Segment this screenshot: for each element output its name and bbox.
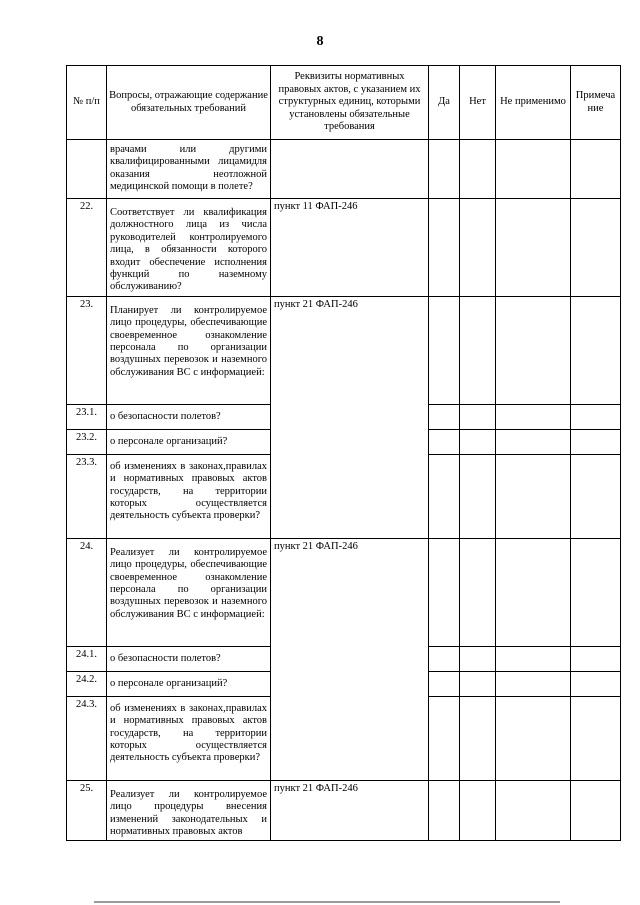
not-applicable-cell[interactable]	[496, 780, 571, 841]
yes-cell[interactable]	[429, 646, 460, 671]
row-number: 24.2.	[67, 671, 107, 696]
yes-cell[interactable]	[429, 538, 460, 646]
table-row	[67, 296, 621, 404]
note-cell[interactable]	[571, 671, 621, 696]
yes-cell[interactable]	[429, 429, 460, 454]
no-cell[interactable]	[460, 646, 496, 671]
header-yes: Да	[429, 66, 460, 140]
row-reference	[271, 140, 429, 199]
note-cell[interactable]	[571, 780, 621, 841]
header-num: № п/п	[67, 66, 107, 140]
no-cell[interactable]	[460, 780, 496, 841]
header-no: Нет	[460, 66, 496, 140]
not-applicable-cell[interactable]	[496, 296, 571, 404]
no-cell[interactable]	[460, 538, 496, 646]
table-row	[67, 140, 621, 199]
row-question: Соответствует ли квалификация должностного лица из числа руководителей контролируемого лица, в обязанности которого входит обеспечение исполнения функций по наземному обслуживанию?	[107, 199, 271, 297]
no-cell[interactable]	[460, 696, 496, 780]
row-reference: пункт 21 ФАП-246	[271, 780, 429, 841]
header-note: Примечание	[571, 66, 621, 140]
table-row	[67, 780, 621, 841]
row-question: Реализует ли контролируемое лицо процедуры, обеспечивающие своевременное ознакомление персонала по организации воздушных перевозок и наземного обслуживания ВС с информацией:	[107, 538, 271, 646]
scan-edge-line	[94, 901, 560, 903]
header-requisites: Реквизиты нормативных правовых актов, с указанием их структурных единиц, которыми установлены обязательные требования	[271, 66, 429, 140]
row-number: 24.1.	[67, 646, 107, 671]
row-question: о персонале организаций?	[107, 671, 271, 696]
yes-cell[interactable]	[429, 671, 460, 696]
row-question: об изменениях в законах,правилах и нормативных правовых актов государств, на территории которых осуществляется деятельность субъекта проверки?	[107, 454, 271, 538]
header-question: Вопросы, отражающие содержание обязательных требований	[107, 66, 271, 140]
not-applicable-cell[interactable]	[496, 696, 571, 780]
yes-cell[interactable]	[429, 199, 460, 297]
no-cell[interactable]	[460, 429, 496, 454]
not-applicable-cell[interactable]	[496, 454, 571, 538]
note-cell[interactable]	[571, 140, 621, 199]
no-cell[interactable]	[460, 671, 496, 696]
not-applicable-cell[interactable]	[496, 646, 571, 671]
header-not-applicable: Не применимо	[496, 66, 571, 140]
note-cell[interactable]	[571, 454, 621, 538]
not-applicable-cell[interactable]	[496, 199, 571, 297]
not-applicable-cell[interactable]	[496, 671, 571, 696]
row-number: 24.	[67, 538, 107, 646]
row-question: врачами или другими квалифицированными лицамидля оказания неотложной медицинской помощи в полете?	[107, 140, 271, 199]
yes-cell[interactable]	[429, 454, 460, 538]
yes-cell[interactable]	[429, 296, 460, 404]
table-row	[67, 538, 621, 646]
yes-cell[interactable]	[429, 404, 460, 429]
no-cell[interactable]	[460, 404, 496, 429]
no-cell[interactable]	[460, 296, 496, 404]
row-reference: пункт 21 ФАП-246	[271, 296, 429, 538]
row-question: Планирует ли контролируемое лицо процедуры, обеспечивающие своевременное ознакомление персонала по организации воздушных перевозок и наземного обслуживания ВС с информацией:	[107, 296, 271, 404]
no-cell[interactable]	[460, 454, 496, 538]
header-row	[67, 66, 621, 140]
no-cell[interactable]	[460, 140, 496, 199]
row-question: о персонале организаций?	[107, 429, 271, 454]
row-reference: пункт 11 ФАП-246	[271, 199, 429, 297]
row-number: 23.2.	[67, 429, 107, 454]
note-cell[interactable]	[571, 296, 621, 404]
row-number	[67, 140, 107, 199]
no-cell[interactable]	[460, 199, 496, 297]
not-applicable-cell[interactable]	[496, 404, 571, 429]
note-cell[interactable]	[571, 538, 621, 646]
not-applicable-cell[interactable]	[496, 140, 571, 199]
row-number: 22.	[67, 199, 107, 297]
note-cell[interactable]	[571, 429, 621, 454]
row-reference: пункт 21 ФАП-246	[271, 538, 429, 780]
row-question: о безопасности полетов?	[107, 404, 271, 429]
row-number: 24.3.	[67, 696, 107, 780]
row-number: 23.	[67, 296, 107, 404]
note-cell[interactable]	[571, 646, 621, 671]
row-number: 25.	[67, 780, 107, 841]
note-cell[interactable]	[571, 404, 621, 429]
yes-cell[interactable]	[429, 140, 460, 199]
row-number: 23.3.	[67, 454, 107, 538]
note-cell[interactable]	[571, 696, 621, 780]
row-question: об изменениях в законах,правилах и нормативных правовых актов государств, на территории которых осуществляется деятельность субъекта проверки?	[107, 696, 271, 780]
not-applicable-cell[interactable]	[496, 538, 571, 646]
row-question: о безопасности полетов?	[107, 646, 271, 671]
not-applicable-cell[interactable]	[496, 429, 571, 454]
yes-cell[interactable]	[429, 780, 460, 841]
row-question: Реализует ли контролируемое лицо процедуры внесения изменений законодательных и нормативных правовых актов	[107, 780, 271, 841]
table-row	[67, 199, 621, 297]
note-cell[interactable]	[571, 199, 621, 297]
checklist-table	[66, 65, 621, 841]
row-number: 23.1.	[67, 404, 107, 429]
page-number: 8	[316, 34, 324, 49]
yes-cell[interactable]	[429, 696, 460, 780]
